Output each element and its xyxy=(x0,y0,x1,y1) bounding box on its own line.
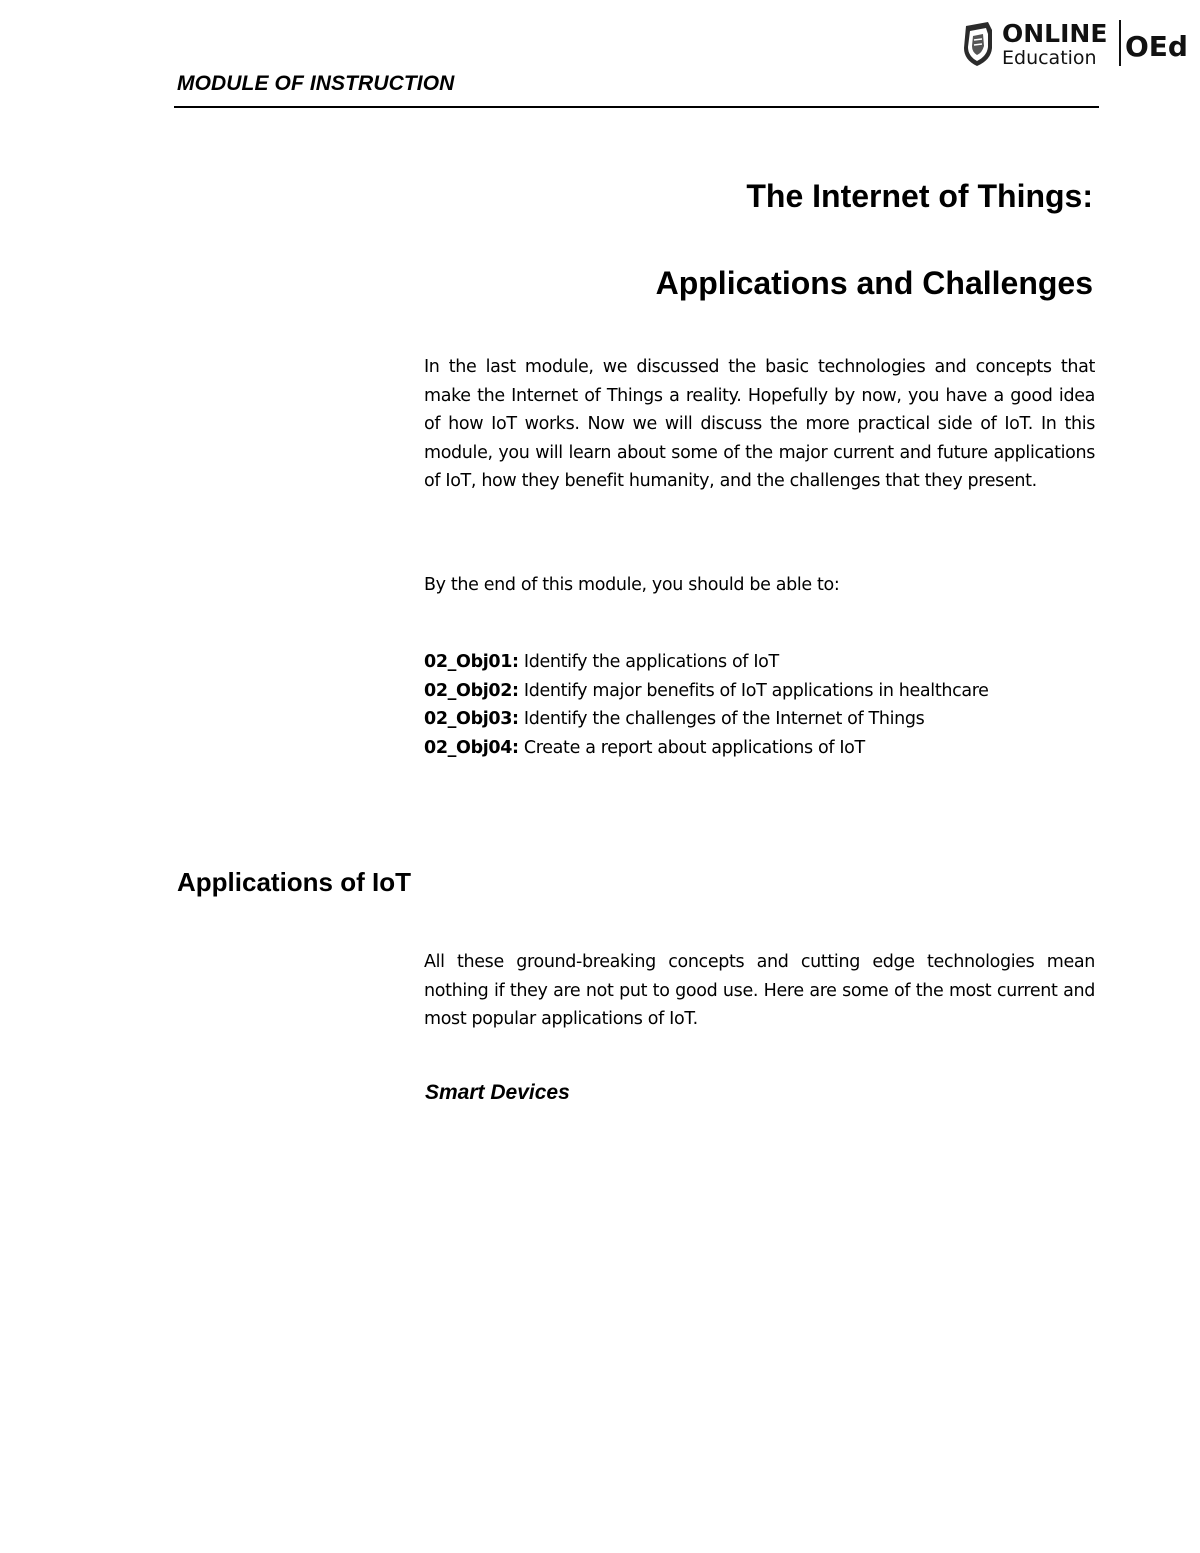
subsection-heading: Smart Devices xyxy=(425,1081,570,1104)
online-education-logo xyxy=(962,18,1192,70)
intro-paragraph: In the last module, we discussed the basic technologies and concepts that make the Internet of Things a reality. Hopefully by now, you have a good idea of how IoT works. Now we will discuss the more practical side of IoT. In this module, you will learn about some of the major current and future applications of IoT, how they benefit humanity, and the challenges that they present. xyxy=(424,357,1095,492)
objective-item xyxy=(424,734,1124,763)
module-label: MODULE OF INSTRUCTION xyxy=(177,72,455,95)
objectives-list xyxy=(424,648,1124,762)
objectives-lead: By the end of this module, you should be able to: xyxy=(424,575,840,595)
logo-oed-mark: OEd xyxy=(1125,30,1188,63)
objective-text: Create a report about applications of IoT xyxy=(518,737,865,758)
header-divider xyxy=(174,106,1099,108)
shield-crest-icon xyxy=(964,22,992,66)
logo-online-text: ONLINE xyxy=(1002,19,1108,48)
objective-code: 02_Obj03: xyxy=(424,709,519,730)
objective-item xyxy=(424,677,1124,706)
section-paragraph: All these ground-breaking concepts and cutting edge technologies mean nothing if they are not put to good use. Here are some of the most current and most popular applications of IoT. xyxy=(424,952,1095,1030)
objective-text: Identify the applications of IoT xyxy=(518,652,779,672)
objective-text: Identify the challenges of the Internet of Things xyxy=(518,709,925,730)
logo-education-text: Education xyxy=(1002,47,1097,69)
objective-item xyxy=(424,705,1124,734)
objective-item xyxy=(424,648,1124,677)
page-title-line1: The Internet of Things: xyxy=(746,178,1093,214)
objective-code: 02_Obj01: xyxy=(424,652,519,672)
objective-code: 02_Obj04: xyxy=(424,737,519,758)
page-title-line2: Applications and Challenges xyxy=(655,265,1093,301)
objective-code: 02_Obj02: xyxy=(424,680,519,701)
section-heading: Applications of IoT xyxy=(177,867,411,897)
objective-text: Identify major benefits of IoT applications in healthcare xyxy=(518,680,989,701)
